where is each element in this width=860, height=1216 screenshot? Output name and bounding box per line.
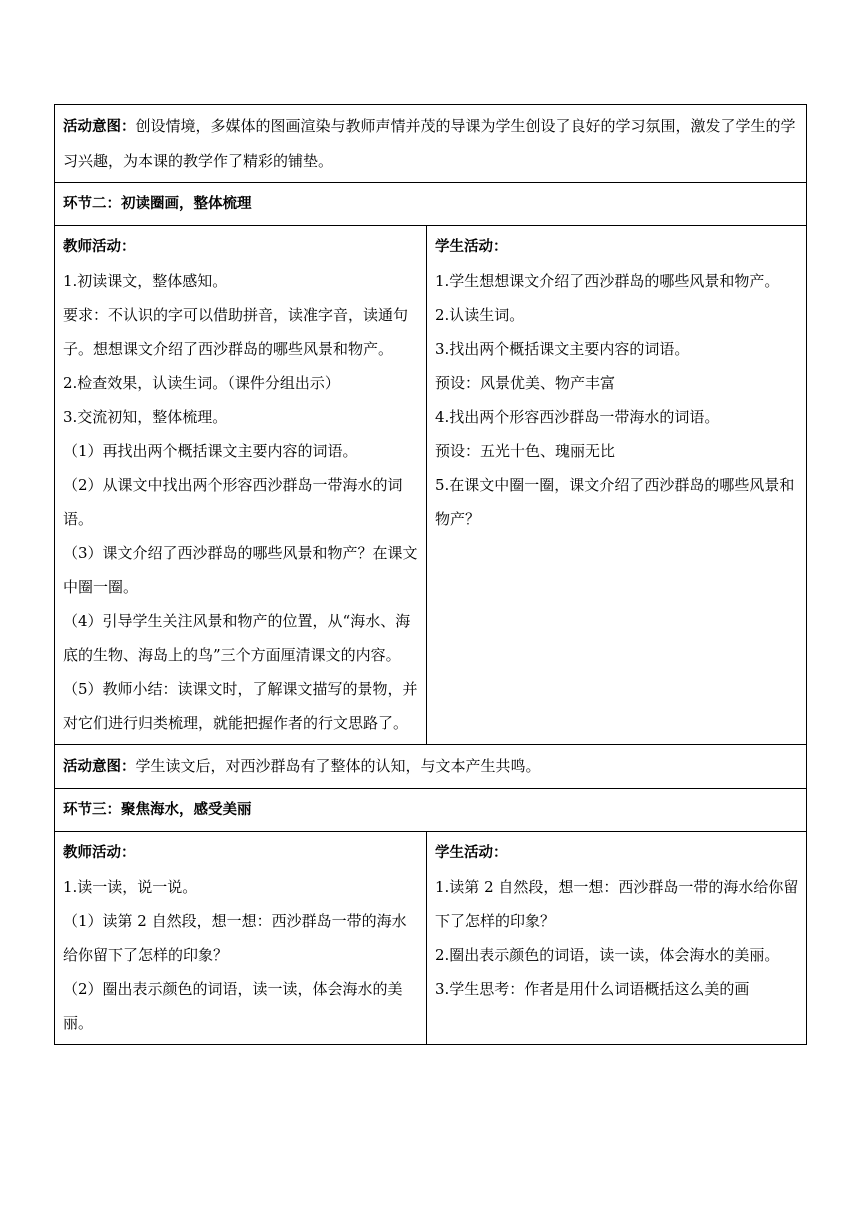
section2-teacher-heading: 教师活动： [63,239,136,255]
section3-title-row [55,789,807,832]
section2-student-line: 1.学生想想课文介绍了西沙群岛的哪些风景和物产。 [435,272,780,290]
section3-teacher-line: （2）圈出表示颜色的词语，读一读，体会海水的美丽。 [63,980,403,1032]
section2-teacher-line: （3）课文介绍了西沙群岛的哪些风景和物产？在课文中圈一圈。 [63,544,418,596]
section2-teacher-cell [55,226,427,745]
section2-teacher-line: 要求：不认识的字可以借助拼音，读准字音，读通句子。想想课文介绍了西沙群岛的哪些风景和物产。 [63,306,409,358]
section2-activities-row [55,226,807,745]
section2-student-line: 预设：五光十色、瑰丽无比 [435,442,616,460]
section3-teacher-heading: 教师活动： [63,845,136,861]
section2-title-row [55,183,807,226]
section3-activities-row [55,832,807,1045]
intent1-text: 创设情境，多媒体的图画渲染与教师声情并茂的导课为学生创设了良好的学习氛围，激发了学生的学习兴趣，为本课的教学作了精彩的铺垫。 [63,117,796,170]
section3-student-line: 3.学生思考：作者是用什么词语概括这么美的画 [435,980,750,998]
intent2-text: 学生读文后，对西沙群岛有了整体的认知，与文本产生共鸣。 [135,757,541,775]
section2-student-line: 4.找出两个形容西沙群岛一带海水的词语。 [435,408,720,426]
section2-student-heading: 学生活动： [435,239,508,255]
section3-student-line: 1.读第 2 自然段，想一想：西沙群岛一带的海水给你留下了怎样的印象？ [435,878,799,930]
section3-teacher-line: （1）读第 2 自然段，想一想：西沙群岛一带的海水给你留下了怎样的印象？ [63,912,407,964]
intent1-cell [55,105,807,183]
section3-teacher-line: 1.读一读，说一说。 [63,878,198,896]
section2-student-cell [427,226,807,745]
section2-teacher-line: 1.初读课文，整体感知。 [63,272,228,290]
section2-student-line: 2.认读生词。 [435,306,525,324]
lesson-plan [54,104,806,1045]
intent2-label: 活动意图： [63,759,136,775]
section2-teacher-line: （5）教师小结：读课文时，了解课文描写的景物，并对它们进行归类梳理，就能把握作者的行文思路了。 [63,680,418,732]
section3-student-heading: 学生活动： [435,845,508,861]
section3-title: 环节三：聚焦海水，感受美丽 [55,789,807,832]
section2-teacher-line: （4）引导学生关注风景和物产的位置，从“海水、海底的生物、海岛上的鸟”三个方面厘清课文的内容。 [63,612,411,664]
section3-student-cell [427,832,807,1045]
intent2-cell [55,745,807,789]
section3-student-line: 2.圈出表示颜色的词语，读一读，体会海水的美丽。 [435,946,780,964]
section2-student-line: 预设：风景优美、物产丰富 [435,374,616,392]
section2-teacher-line: 3.交流初知，整体梳理。 [63,408,228,426]
intent2-row [55,745,807,789]
intent1-row [55,105,807,183]
section2-teacher-line: （2）从课文中找出两个形容西沙群岛一带海水的词语。 [63,476,403,528]
section2-student-line: 5.在课文中圈一圈，课文介绍了西沙群岛的哪些风景和物产？ [435,476,795,528]
section2-title: 环节二：初读圈画，整体梳理 [55,183,807,226]
lesson-table [54,104,807,1045]
section3-teacher-cell [55,832,427,1045]
section2-student-line: 3.找出两个概括课文主要内容的词语。 [435,340,690,358]
section2-teacher-line: 2.检查效果，认读生词。（课件分组出示） [63,374,340,392]
section2-teacher-line: （1）再找出两个概括课文主要内容的词语。 [63,442,358,460]
intent1-label: 活动意图： [63,119,136,135]
